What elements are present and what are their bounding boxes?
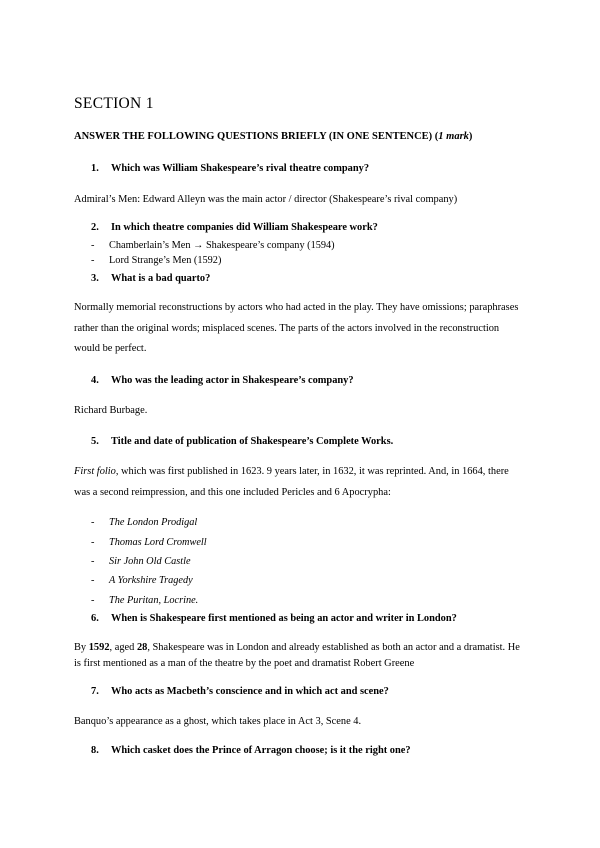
question-text: In which theatre companies did William Shakespeare work? [111,222,378,233]
answer-4: Richard Burbage. [74,405,148,416]
answer-6 [74,640,526,672]
question-number: 3. [91,273,99,284]
question-number: 7. [91,686,99,697]
answer-6-year: 1592 [88,642,110,653]
list-dash: - [91,595,95,606]
answer-6-age: 28 [136,642,148,653]
list-dash: - [91,556,95,567]
list-item-text: The London Prodigal [109,517,198,528]
section-title: SECTION 1 [74,95,154,112]
question-8 [91,745,411,756]
list-item-text: Thomas Lord Cromwell [109,537,207,548]
question-2 [91,222,378,233]
list-dash: - [91,537,95,548]
instruction-mark: 1 mark [438,131,469,142]
question-6 [91,613,457,624]
answer-6-text: , Shakespeare was in London and already established as both an actor and a dramatist. He is first mentioned as a man of the theatre by the poet and dramatist Robert Greene [74,642,520,669]
answer-6-text: By [74,642,89,653]
question-text: Who was the leading actor in Shakespeare’s company? [111,375,354,386]
question-3 [91,273,210,284]
answer-5 [74,462,526,503]
instructions [74,131,472,142]
question-text: Which casket does the Prince of Arragon choose; is it the right one? [111,745,411,756]
list-dash: - [91,255,95,266]
question-number: 6. [91,613,99,624]
question-7 [91,686,389,697]
question-text: Which was William Shakespeare’s rival theatre company? [111,163,370,174]
list-dash: - [91,517,95,528]
question-5 [91,436,393,447]
list-item-text: Sir John Old Castle [109,556,191,567]
list-item [0,556,600,570]
question-text: Who acts as Macbeth’s conscience and in which act and scene? [111,686,389,697]
question-number: 4. [91,375,99,386]
list-item [0,575,600,589]
list-item [0,517,600,531]
list-item-text: The Puritan, Locrine. [109,595,199,606]
list-item [0,240,600,254]
list-item [0,595,600,609]
list-item-text: Lord Strange’s Men (1592) [109,255,222,266]
answer-1: Admiral’s Men: Edward Alleyn was the main actor / director (Shakespeare’s rival company) [74,194,458,205]
question-1 [91,163,369,174]
answer-7: Banquo’s appearance as a ghost, which takes place in Act 3, Scene 4. [74,716,362,727]
question-number: 1. [91,163,99,174]
question-4 [91,375,354,386]
question-text: When is Shakespeare first mentioned as being an actor and writer in London? [111,613,457,624]
instruction-text: ANSWER THE FOLLOWING QUESTIONS BRIEFLY (IN ONE SENTENCE) ( [74,131,439,142]
question-number: 8. [91,745,99,756]
first-folio-title: First folio [74,466,116,477]
instruction-close: ) [468,131,473,142]
question-number: 2. [91,222,99,233]
question-number: 5. [91,436,99,447]
answer-5-text: , which was first published in 1623. 9 years later, in 1632, it was reprinted. And, in 1664, there was a second reimpression, and this one included Pericles and 6 Apocrypha: [74,466,509,498]
answer-3: Normally memorial reconstructions by actors who had acted in the play. They have omissions; paraphrases rather than the original words; misplaced scenes. The parts of the actors involved in the reconstruction would be perfect. [74,302,519,354]
list-item-text: A Yorkshire Tragedy [109,575,193,586]
list-item [0,537,600,551]
list-dash: - [91,575,95,586]
list-dash: - [91,240,95,251]
answer-6-text: , aged [109,642,137,653]
question-text: Title and date of publication of Shakespeare’s Complete Works. [111,436,394,447]
list-item [0,255,600,269]
question-text: What is a bad quarto? [111,273,211,284]
list-item-text: Chamberlain’s Men → Shakespeare’s company (1594) [109,240,335,251]
